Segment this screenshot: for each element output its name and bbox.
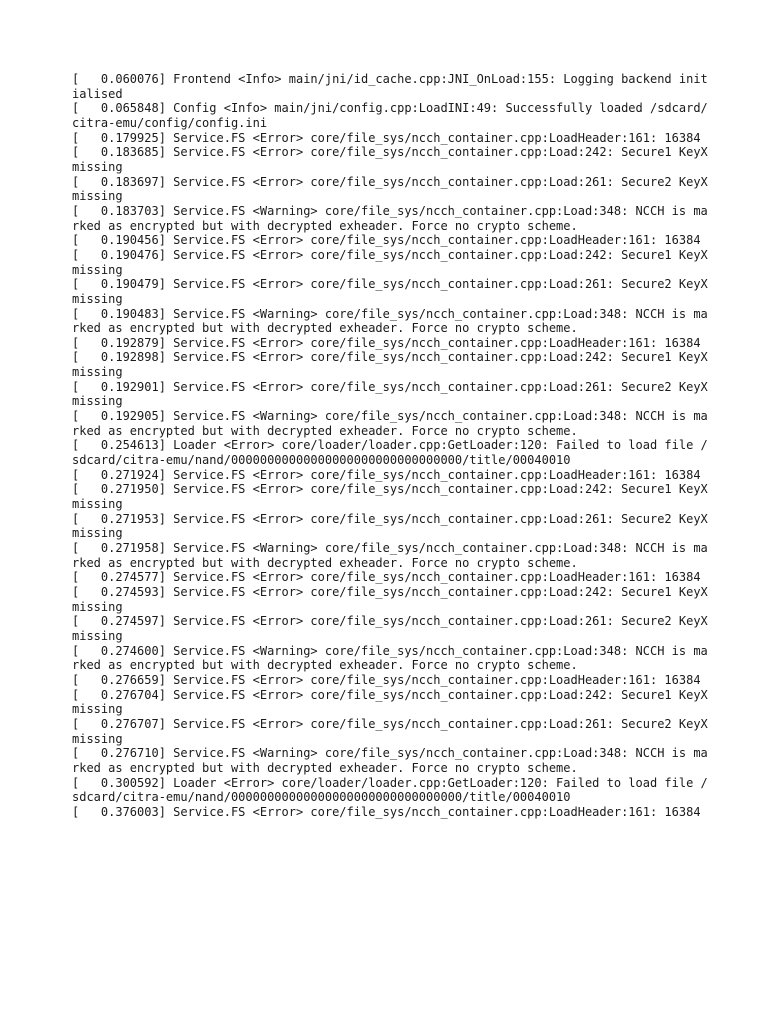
- log-line: [ 0.276710] Service.FS <Warning> core/file_sys/ncch_container.cpp:Load:348: NCCH is marked as encrypted but with decrypted exheader. Force no crypto scheme.: [72, 746, 708, 775]
- log-line: [ 0.183697] Service.FS <Error> core/file_sys/ncch_container.cpp:Load:261: Secure2 KeyX missing: [72, 174, 715, 204]
- log-line: [ 0.065848] Config <Info> main/jni/config.cpp:LoadINI:49: Successfully loaded /sdcard/citra-emu/config/config.ini: [72, 101, 708, 130]
- log-line: [ 0.271924] Service.FS <Error> core/file_sys/ncch_container.cpp:LoadHeader:161: 16384: [72, 467, 701, 482]
- log-line: [ 0.274600] Service.FS <Warning> core/file_sys/ncch_container.cpp:Load:348: NCCH is marked as encrypted but with decrypted exheader. Force no crypto scheme.: [72, 643, 708, 673]
- log-line: [ 0.190479] Service.FS <Error> core/file_sys/ncch_container.cpp:Load:261: Secure2 KeyX missing: [72, 277, 715, 306]
- log-line: [ 0.276704] Service.FS <Error> core/file_sys/ncch_container.cpp:Load:242: Secure1 KeyX missing: [72, 687, 715, 717]
- log-line: [ 0.060076] Frontend <Info> main/jni/id_cache.cpp:JNI_OnLoad:155: Logging backend initialised: [72, 72, 708, 101]
- log-line: [ 0.192879] Service.FS <Error> core/file_sys/ncch_container.cpp:LoadHeader:161: 16384: [72, 335, 701, 350]
- log-line: [ 0.190476] Service.FS <Error> core/file_sys/ncch_container.cpp:Load:242: Secure1 KeyX missing: [72, 247, 715, 277]
- log-line: [ 0.274597] Service.FS <Error> core/file_sys/ncch_container.cpp:Load:261: Secure2 KeyX missing: [72, 614, 715, 643]
- log-line: [ 0.192901] Service.FS <Error> core/file_sys/ncch_container.cpp:Load:261: Secure2 KeyX missing: [72, 379, 715, 409]
- log-line: [ 0.192905] Service.FS <Warning> core/file_sys/ncch_container.cpp:Load:348: NCCH is marked as encrypted but with decrypted exheader. Force no crypto scheme.: [72, 409, 708, 438]
- log-document: [72, 72, 715, 819]
- log-line: [ 0.276659] Service.FS <Error> core/file_sys/ncch_container.cpp:LoadHeader:161: 16384: [72, 672, 701, 687]
- log-line: [ 0.376003] Service.FS <Error> core/file_sys/ncch_container.cpp:LoadHeader:161: 16384: [72, 804, 701, 819]
- log-line: [ 0.190456] Service.FS <Error> core/file_sys/ncch_container.cpp:LoadHeader:161: 16384: [72, 233, 701, 248]
- log-line: [ 0.271958] Service.FS <Warning> core/file_sys/ncch_container.cpp:Load:348: NCCH is marked as encrypted but with decrypted exheader. Force no crypto scheme.: [72, 541, 708, 570]
- log-line: [ 0.183703] Service.FS <Warning> core/file_sys/ncch_container.cpp:Load:348: NCCH is marked as encrypted but with decrypted exheader. Force no crypto scheme.: [72, 203, 708, 233]
- log-line: [ 0.300592] Loader <Error> core/loader/loader.cpp:GetLoader:120: Failed to load file /sdcard/citra-emu/nand/00000000000000000000000000000000/title/00040010: [72, 775, 708, 805]
- log-line: [ 0.183685] Service.FS <Error> core/file_sys/ncch_container.cpp:Load:242: Secure1 KeyX missing: [72, 145, 715, 174]
- log-line: [ 0.274593] Service.FS <Error> core/file_sys/ncch_container.cpp:Load:242: Secure1 KeyX missing: [72, 584, 715, 614]
- log-line: [ 0.190483] Service.FS <Warning> core/file_sys/ncch_container.cpp:Load:348: NCCH is marked as encrypted but with decrypted exheader. Force no crypto scheme.: [72, 306, 708, 336]
- log-line: [ 0.276707] Service.FS <Error> core/file_sys/ncch_container.cpp:Load:261: Secure2 KeyX missing: [72, 716, 715, 746]
- log-line: [ 0.192898] Service.FS <Error> core/file_sys/ncch_container.cpp:Load:242: Secure1 KeyX missing: [72, 350, 715, 380]
- log-line: [ 0.274577] Service.FS <Error> core/file_sys/ncch_container.cpp:LoadHeader:161: 16384: [72, 570, 701, 585]
- log-line: [ 0.179925] Service.FS <Error> core/file_sys/ncch_container.cpp:LoadHeader:161: 16384: [72, 130, 701, 145]
- log-line: [ 0.271950] Service.FS <Error> core/file_sys/ncch_container.cpp:Load:242: Secure1 KeyX missing: [72, 482, 715, 512]
- log-line: [ 0.271953] Service.FS <Error> core/file_sys/ncch_container.cpp:Load:261: Secure2 KeyX missing: [72, 511, 715, 541]
- log-line: [ 0.254613] Loader <Error> core/loader/loader.cpp:GetLoader:120: Failed to load file /sdcard/citra-emu/nand/00000000000000000000000000000000/title/00040010: [72, 438, 708, 468]
